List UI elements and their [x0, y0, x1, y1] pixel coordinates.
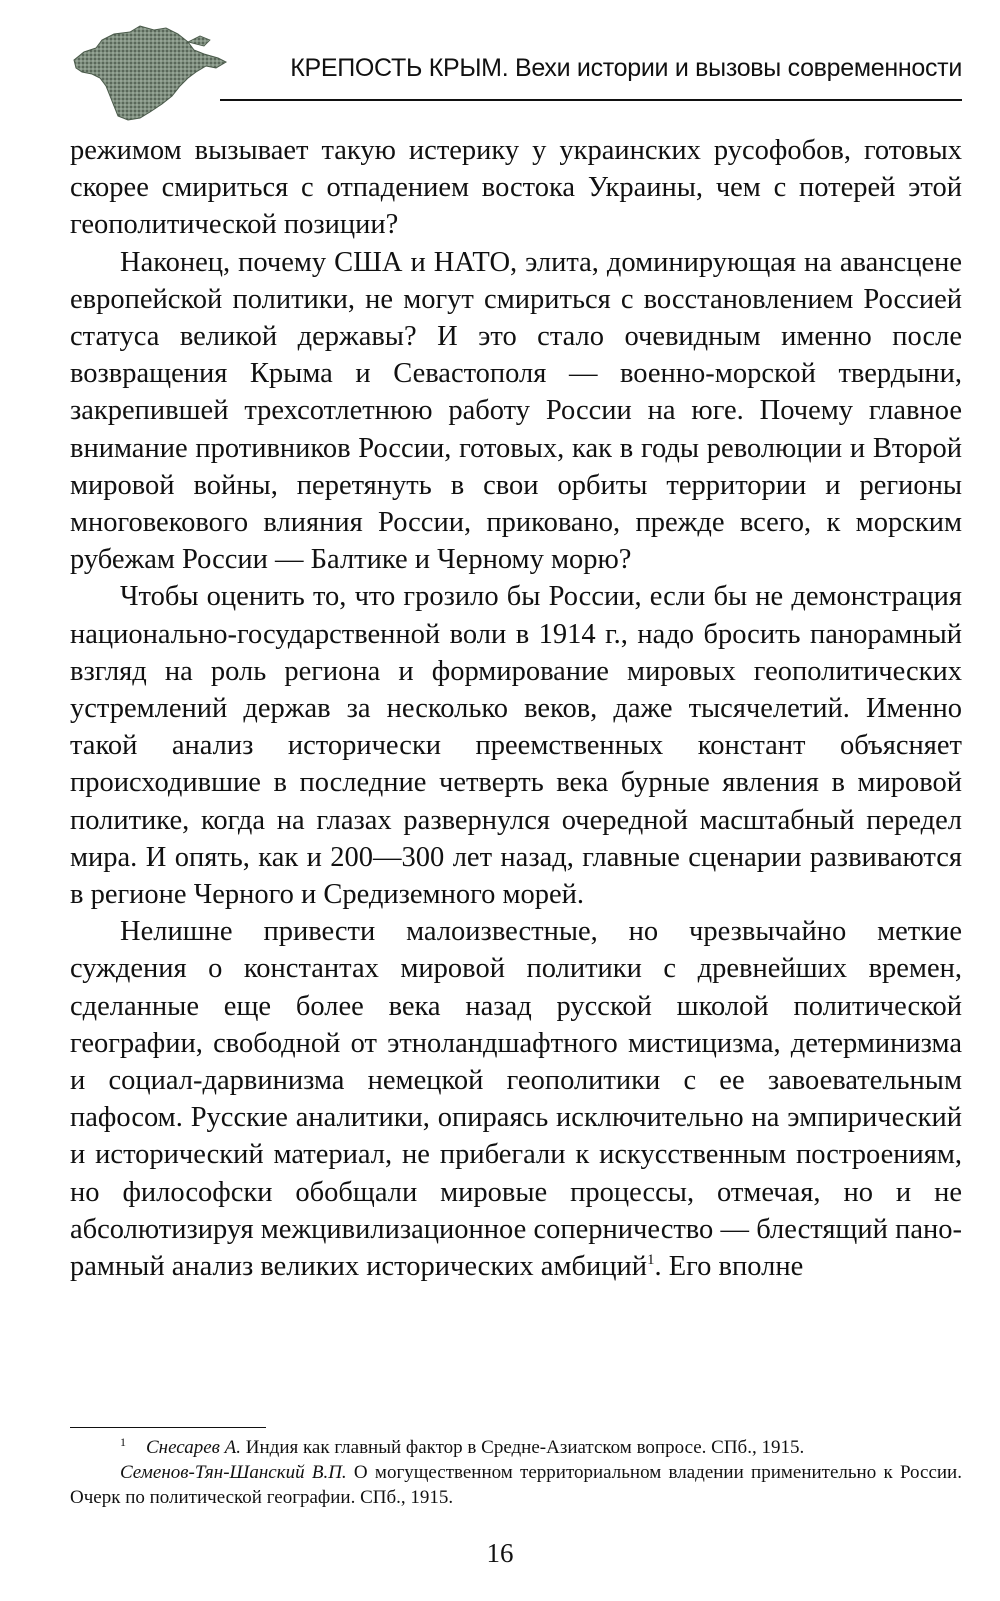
- running-header: [70, 22, 962, 100]
- paragraph-text: Нелишне привести малоизвестные, но чрезвычайно меткие суждения о константах мировой политики с древнейших времен, сделанные еще более века назад русской школой политической географии, свободной от этноландшафтного мистицизма, детерминизма и социал-дарвинизма немецкой геополитики с ее завоевательным пафосом. Русские аналитики, опираясь исключительно на эмпирический и исторический материал, не прибегали к искусственным построениям, но философски обобщали мировые процессы, отмечая, но и не абсолютизируя межцивилизационное соперничество — блестящий панорамный анализ великих исторических амбиций: [70, 916, 962, 1283]
- footnote-item: [70, 1460, 962, 1510]
- footnote-item: 1 Снесарев А. Индия как главный фактор в Средне-Азиатском вопросе. СПб., 1915.: [120, 1435, 805, 1458]
- paragraph-tail: . Его вполне: [654, 1251, 804, 1283]
- footnote-author: Семенов-Тян-Шанский В.П.: [120, 1462, 347, 1483]
- paragraph: режимом вызывает такую истерику у украинских русофобов, готовых скорее смириться с отпадением востока Украины, чем с потерей этой геополитической позиции?: [70, 135, 962, 241]
- footnote-author: Снесарев А.: [146, 1437, 242, 1458]
- footnote-text: О могущественном территориальном владении применительно к России. Очерк по политической географии. СПб., 1915.: [70, 1462, 962, 1508]
- header-rule: [220, 99, 962, 101]
- running-header-title: КРЕПОСТЬ КРЫМ. Вехи истории и вызовы современности: [290, 54, 962, 82]
- page-number: 16: [486, 1538, 514, 1568]
- footnote-reference: 1: [647, 1252, 655, 1269]
- paragraph: Наконец, почему США и НАТО, элита, доминирующая на авансцене европейской политики, не могут смириться с восстановлением Россией статуса великой державы? И это стало очевидным именно после возвращения Крыма и Севастополя — военно-морской твердыни, закрепившей трехсотлетнюю работу России на юге. Почему главное внимание противников России, готовых, как в годы революции и Второй мировой войны, перетянуть в свои орбиты территории и регионы многовекового влияния России, приковано, прежде всего, к морским рубежам России — Балтике и Черному морю?: [70, 246, 962, 576]
- paragraph: Чтобы оценить то, что грозило бы России, если бы не демонстрация национально-государственной воли в 1914 г., надо бросить панорамный взгляд на роль региона и формирование мировых геополитических устремлений держав за несколько веков, даже тысячелетий. Именно такой анализ исторически преемственных констант объясняет происходившие в последние четверть века бурные явления в мировой политике, когда на глазах развернулся очередной масштабный передел мира. И опять, как и 200—300 лет назад, главные сценарии развиваются в регионе Черного и Средиземного морей.: [70, 581, 962, 911]
- paragraph-with-footnote: [70, 913, 962, 1285]
- crimea-map-icon: [70, 22, 230, 122]
- footnote-text: Индия как главный фактор в Средне-Азиатском вопросе. СПб., 1915.: [241, 1437, 805, 1458]
- footnotes: [70, 1435, 962, 1510]
- footnote-divider: [70, 1427, 266, 1428]
- main-text: [70, 132, 962, 1285]
